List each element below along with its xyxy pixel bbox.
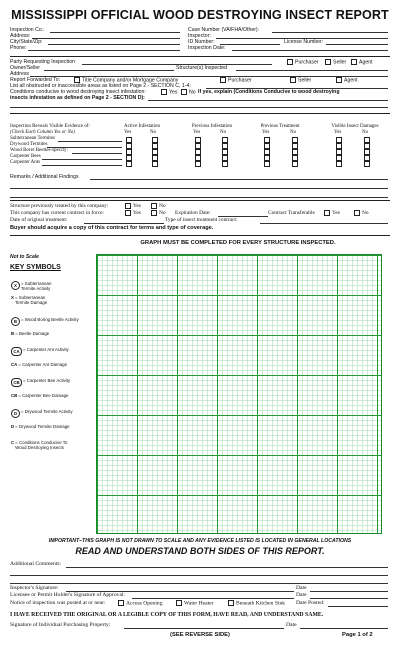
treated-no-option[interactable] — [151, 203, 166, 209]
checkbox-label: No — [159, 210, 166, 217]
key-symbol-item — [11, 362, 67, 367]
yes-header: Yes — [124, 130, 132, 135]
insect-row-line — [42, 159, 122, 160]
remarks-label: Remarks / Additional Findings — [10, 174, 79, 180]
symbol-description: = Carpenter Ant Damage — [18, 362, 68, 367]
checkbox[interactable] — [151, 203, 157, 209]
conditions-explain-text-2: insects infestation as defined on Page 2 - SECTION D): — [10, 95, 145, 101]
address-label: Address: — [10, 33, 31, 39]
licensee-date-label: Date — [296, 592, 307, 598]
structure-treated-label: Structure previously treated by this company: — [10, 203, 109, 209]
id-number-label: ID Number: — [188, 39, 215, 45]
licensee-date-field[interactable] — [310, 598, 388, 599]
licensee-signature-field[interactable] — [132, 598, 294, 599]
additional-comments-field[interactable] — [66, 567, 388, 568]
graph-heading: GRAPH MUST BE COMPLETED FOR EVERY STRUCTURE INSPECTED. — [140, 240, 336, 246]
conditions-explain-text: If yes, explain (Conditions Conducive to wood destroying — [198, 89, 340, 95]
forward-agent-option[interactable] — [336, 77, 358, 83]
insect-row-line — [58, 141, 122, 142]
inspection-co-label: Inspection Co.: — [10, 27, 45, 33]
notice-posted-label: Notice of inspection was posted at or near: — [10, 600, 106, 606]
checkbox[interactable] — [125, 203, 131, 209]
insect-label: Carpenter Bees — [10, 154, 41, 159]
treated-yes-option[interactable] — [125, 203, 141, 209]
forward-purchaser-option[interactable] — [220, 77, 252, 83]
key-symbol-item — [11, 295, 47, 305]
checkbox[interactable] — [287, 59, 293, 65]
purchaser-date-field[interactable] — [300, 628, 388, 629]
phone-label: Phone: — [10, 45, 27, 51]
symbol-description: = Carpenter Bee Damage — [18, 393, 69, 398]
city-state-zip-label: City/State/Zip: — [10, 39, 43, 45]
inspection-co-field[interactable] — [50, 32, 180, 33]
property-address-label: Address — [10, 71, 30, 77]
symbol-description: = Carpenter Ant Activity — [23, 347, 69, 352]
insect-label: Drywood Termites — [10, 142, 48, 147]
remarks-field-2[interactable] — [10, 188, 388, 189]
no-header: No — [150, 130, 157, 135]
remarks-field-3[interactable] — [10, 197, 388, 198]
phone-field[interactable] — [28, 50, 180, 51]
case-number-field[interactable] — [272, 32, 388, 33]
symbol-mark: D — [11, 424, 15, 429]
checkbox-label: Water Heater — [184, 600, 214, 607]
symbol-mark: CA — [11, 362, 18, 367]
col-previous-treatment: Previous Treatment — [260, 124, 300, 129]
checkbox[interactable] — [336, 77, 342, 83]
yes-header: Yes — [193, 130, 201, 135]
conditions-explain-field[interactable] — [148, 100, 388, 101]
checkbox-label: Seller — [333, 59, 347, 66]
inspection-date-label: Inspection Date: — [188, 45, 226, 51]
no-header: No — [362, 130, 369, 135]
symbol-description: = Conditions Conducive To Wood Destroying Insects — [15, 440, 68, 450]
symbol-description: = Subterranean Termite Damage — [14, 295, 48, 305]
additional-comments-label: Additional Comments: — [10, 561, 62, 567]
key-symbol-item — [11, 378, 70, 387]
checkbox[interactable] — [181, 89, 187, 95]
purchaser-signature-field[interactable] — [124, 628, 284, 629]
checkbox[interactable] — [125, 210, 131, 216]
inspector-label: Inspector: — [188, 33, 211, 39]
symbol-description: = Carpenter Bee Activity — [23, 378, 71, 383]
insect-checkbox[interactable] — [126, 161, 132, 167]
expiration-date-label: Expiration Date: — [175, 210, 211, 216]
party-agent-option[interactable] — [351, 59, 373, 65]
insect-checkbox[interactable] — [364, 161, 370, 167]
insect-row-line — [42, 165, 122, 166]
not-to-scale-label: Not to Scale — [10, 254, 39, 260]
important-note: IMPORTANT–THIS GRAPH IS NOT DRAWN TO SCALE AND ANY EVIDENCE LISTED IS LOCATED IN GENERAL LOCATIONS — [48, 538, 352, 544]
structures-inspected-label: Structure(s) Inspected — [176, 65, 228, 71]
owner-seller-label: Owner/Seller — [10, 65, 40, 71]
date-original-field[interactable] — [84, 223, 164, 224]
insect-label: Carpenter Ants — [10, 160, 41, 165]
checkbox[interactable] — [118, 600, 124, 606]
insect-checkbox[interactable] — [152, 161, 158, 167]
checkbox[interactable] — [324, 210, 330, 216]
checkbox-label: Purchaser — [228, 77, 252, 84]
city-state-zip-field[interactable] — [48, 44, 180, 45]
read-both-sides: READ AND UNDERSTAND BOTH SIDES OF THIS REPORT. — [75, 546, 325, 556]
access-opening-option[interactable] — [118, 600, 163, 606]
current-contract-label: This company has current contract in force: — [10, 210, 104, 216]
transferable-no-option[interactable] — [354, 210, 369, 216]
key-symbol-item — [11, 281, 51, 291]
checkbox-label: No — [159, 203, 166, 210]
symbol-mark: C — [11, 440, 15, 445]
date-original-label: Date of original treatment: — [10, 217, 68, 223]
report-forwarded-label: Report Forwarded To: — [10, 77, 61, 83]
additional-comments-field-3[interactable] — [10, 583, 388, 584]
divider — [10, 56, 390, 57]
checkbox[interactable] — [161, 89, 167, 95]
inspection-reveals-label: Inspection Reveals Visible Evidence of: — [10, 124, 90, 129]
check-each-label: (Check Each Column Yes or No) — [10, 130, 75, 135]
id-number-field[interactable] — [220, 44, 280, 45]
checkbox[interactable] — [351, 59, 357, 65]
party-seller-option[interactable] — [325, 59, 346, 65]
insect-checkbox[interactable] — [222, 161, 228, 167]
checkbox-label: Access Opening — [126, 600, 163, 607]
type-treatment-field[interactable] — [260, 223, 388, 224]
contract-no-option[interactable] — [151, 210, 166, 216]
received-statement: I HAVE RECEIVED THE ORIGINAL OR A LEGIBLE COPY OF THIS FORM, HAVE READ, AND UNDERSTAND SAME. — [10, 612, 324, 618]
yes-header: Yes — [334, 130, 342, 135]
symbol-description: = Wood Boring Beetle Activity — [21, 317, 79, 322]
address-field[interactable] — [32, 38, 180, 39]
insect-checkbox[interactable] — [195, 161, 201, 167]
license-number-label: License Number: — [284, 39, 324, 45]
purchaser-signature-label: Signature of Individual Purchasing Property: — [10, 622, 111, 628]
checkbox-label: No — [362, 210, 369, 217]
conditions-yes-option[interactable] — [161, 89, 177, 95]
checkbox[interactable] — [151, 210, 157, 216]
checkbox[interactable] — [228, 600, 234, 606]
col-active-infestation: Active Infestation — [124, 124, 160, 129]
licensee-signature-label: Licensee or Permit Holder's Signature of Approval: — [10, 592, 126, 598]
divider — [10, 113, 390, 114]
key-symbols-heading: KEY SYMBOLS — [10, 264, 61, 271]
beneath-sink-option[interactable] — [228, 600, 285, 606]
transferable-yes-option[interactable] — [324, 210, 340, 216]
date-posted-field[interactable] — [328, 606, 388, 607]
divider — [10, 200, 390, 201]
insect-label: Wood Borer Beetles-specify: — [10, 148, 68, 153]
conditions-no-option[interactable] — [181, 89, 196, 95]
water-heater-option[interactable] — [176, 600, 214, 606]
no-header: No — [220, 130, 227, 135]
symbol-description: = Beetle Damage — [15, 331, 50, 336]
owner-seller-field[interactable] — [44, 70, 174, 71]
insect-checkbox[interactable] — [292, 161, 298, 167]
key-symbol-item — [11, 317, 79, 326]
symbol-description: = Subterranean Termite Activity — [21, 281, 52, 291]
key-symbol-item — [11, 393, 69, 398]
conditions-extra-line[interactable] — [10, 107, 388, 108]
checkbox-label: No — [189, 89, 196, 96]
forward-seller-option[interactable] — [290, 77, 311, 83]
insect-checkbox[interactable] — [336, 161, 342, 167]
checkbox[interactable] — [290, 77, 296, 83]
symbol-mark: X — [11, 295, 14, 300]
inaccessible-areas-label: List all obstructed or inaccessible areas as listed on Page 2 - SECTION C, 1-4: — [10, 83, 191, 89]
party-requesting-label: Party Requesting Inspection — [10, 59, 75, 65]
inspector-date-field[interactable] — [310, 591, 388, 592]
key-symbol-item — [11, 440, 67, 450]
symbol-description: = Drywood Termite Activity — [21, 409, 73, 414]
form-title: MISSISSIPPI OFFICIAL WOOD DESTROYING INSECT REPORT — [11, 8, 389, 22]
purchaser-date-label: Date — [286, 622, 297, 628]
conditions-conducive-label: Conditions conducive to wood destroying insect infestation: — [10, 89, 146, 95]
checkbox[interactable] — [220, 77, 226, 83]
insect-label: Subterranean Termites — [10, 136, 55, 141]
remarks-field[interactable] — [90, 179, 388, 180]
insect-row-line — [72, 153, 122, 154]
divider — [10, 235, 390, 236]
symbol-mark: B — [11, 331, 15, 336]
page-number: Page 1 of 2 — [342, 632, 373, 638]
checkbox-label: Purchaser — [295, 59, 319, 66]
case-number-label: Case Number (VA/FHA/Other): — [188, 27, 260, 33]
checkbox-label: Yes — [169, 89, 178, 96]
no-header: No — [290, 130, 297, 135]
checkbox[interactable] — [354, 210, 360, 216]
key-symbol-item — [11, 347, 69, 356]
see-reverse-side: (SEE REVERSE SIDE) — [170, 632, 230, 638]
symbol-description: = Drywood Termite Damage — [15, 424, 70, 429]
key-symbol-item — [11, 409, 73, 418]
col-previous-infestation: Previous Infestation — [191, 124, 233, 129]
checkbox-label: Yes — [133, 203, 141, 210]
checkbox-label: Title Company and/or Mortgage Company — [82, 77, 179, 84]
structure-graph-grid[interactable] — [96, 254, 382, 534]
circled-symbol-icon: B — [11, 317, 20, 326]
inspector-date-label: Date — [296, 585, 307, 591]
type-treatment-label: Type of insect treatment contract: — [165, 217, 238, 223]
inspector-signature-label: Inspector's Signature: — [10, 585, 59, 591]
inspection-date-field[interactable] — [232, 50, 388, 51]
key-symbol-item — [11, 424, 70, 429]
checkbox-label: Agent — [359, 59, 373, 66]
insect-checkbox[interactable] — [264, 161, 270, 167]
date-posted-label: Date Posted: — [296, 600, 325, 606]
checkbox[interactable] — [176, 600, 182, 606]
key-symbol-item — [11, 331, 49, 336]
checkbox[interactable] — [325, 59, 331, 65]
contract-transferable-label: Contract Transferable — [268, 210, 315, 216]
circled-symbol-icon: D — [11, 409, 20, 418]
buyer-note: Buyer should acquire a copy of this contract for terms and type of coverage. — [10, 225, 214, 231]
checkbox-label: Beneath Kitchen Sink — [236, 600, 286, 607]
license-number-field[interactable] — [326, 44, 388, 45]
contract-yes-option[interactable] — [125, 210, 141, 216]
circled-symbol-icon: X — [11, 281, 20, 290]
party-purchaser-option[interactable] — [287, 59, 319, 65]
yes-header: Yes — [262, 130, 270, 135]
checkbox-label: Seller — [298, 77, 312, 84]
structures-inspected-field[interactable] — [236, 70, 388, 71]
symbol-mark: CB — [11, 393, 18, 398]
additional-comments-field-2[interactable] — [10, 575, 388, 576]
checkbox-label: Yes — [332, 210, 340, 217]
col-visible-damages: Visible Insect Damages — [331, 124, 379, 129]
checkbox-label: Yes — [133, 210, 141, 217]
circled-symbol-icon: CA — [11, 347, 22, 356]
circled-symbol-icon: CB — [11, 378, 22, 387]
checkbox-label: Agent — [344, 77, 358, 84]
